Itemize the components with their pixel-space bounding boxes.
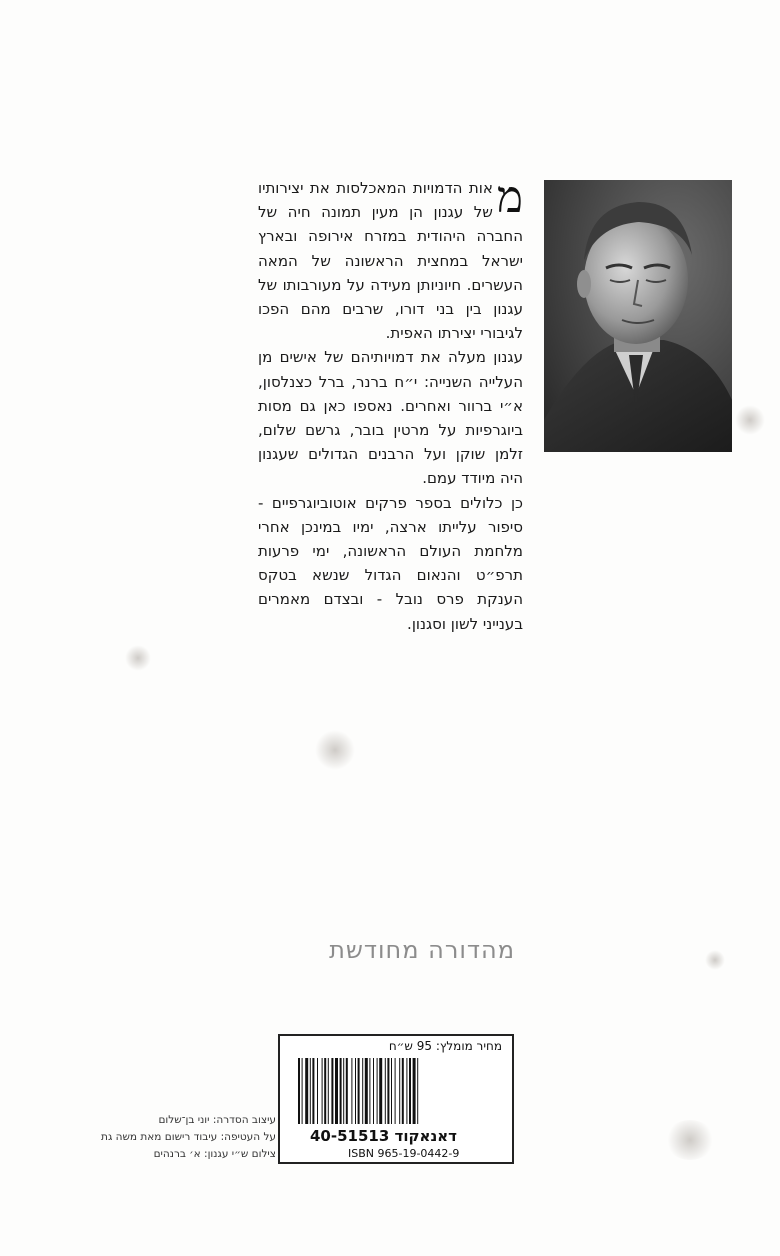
blurb-paragraph-1-text: אות הדמויות המאכלסות את יצירותיו של עגנון הן מעין תמונה חיה של החברה היהודית במזרח אירופה ובארץ ישראל במחצית הראשונה של המאה העשרים. חיוניותן מעידה על מעורבותו של עגנון בין בני דורו, שרבים מהם הפכו לגיבורי יצירתו האפית. bbox=[258, 179, 523, 343]
barcode-bar bbox=[305, 1058, 308, 1124]
drop-cap: מ bbox=[496, 172, 523, 223]
barcode-bar bbox=[387, 1058, 389, 1124]
barcode-bar bbox=[346, 1058, 348, 1124]
paper-smudge bbox=[735, 405, 765, 435]
barcode-bar bbox=[343, 1058, 344, 1124]
blurb-text bbox=[258, 172, 523, 636]
barcode-bar bbox=[373, 1058, 374, 1124]
barcode-bar bbox=[399, 1058, 400, 1124]
barcode-bar bbox=[362, 1058, 363, 1124]
danacode: 40-51513 דאנאקוד bbox=[310, 1127, 457, 1145]
credit-cover-art: על העטיפה: עיבוד רישום מאת משה גת bbox=[101, 1131, 276, 1143]
barcode-bar bbox=[310, 1058, 311, 1124]
barcode-bar bbox=[302, 1058, 303, 1124]
barcode-bar bbox=[417, 1058, 418, 1124]
barcode-bar bbox=[340, 1058, 342, 1124]
barcode-bar bbox=[335, 1058, 338, 1124]
barcode-bar bbox=[395, 1058, 396, 1124]
paper-smudge bbox=[315, 730, 355, 770]
credits bbox=[90, 1112, 276, 1163]
credit-photo: צילום ש״י עגנון: א׳ ברנהים bbox=[153, 1148, 276, 1160]
blurb-paragraph-1 bbox=[258, 172, 523, 345]
barcode-bar bbox=[322, 1058, 323, 1124]
barcode-bar bbox=[331, 1058, 333, 1124]
barcode-bar bbox=[379, 1058, 382, 1124]
blurb-paragraph-2: עגנון מעלה את דמויותיהם של אישים מן העלייה השנייה: י״ח ברנר, ברל כצנלסון, א״י ברוור ואחרים. נאספו כאן גם מסות ביוגרפיות על מרטין בובר, גרשם שלום, זלמן שוקן ועל הרבנים הגדולים שעגנון היה מיודד עמם. bbox=[258, 348, 523, 488]
author-portrait bbox=[544, 180, 732, 452]
barcode-bar bbox=[324, 1058, 326, 1124]
barcode-bar bbox=[358, 1058, 360, 1124]
barcode-bar bbox=[312, 1058, 314, 1124]
isbn: ISBN 965-19-0442-9 bbox=[348, 1147, 460, 1160]
barcode-bar bbox=[365, 1058, 368, 1124]
barcode-bar bbox=[328, 1058, 329, 1124]
barcode-bars bbox=[298, 1058, 498, 1126]
paper-smudge bbox=[705, 950, 725, 970]
portrait-image bbox=[544, 180, 732, 452]
barcode-bar bbox=[413, 1058, 416, 1124]
credit-series-design: עיצוב הסדרה: יוני בן־שלום bbox=[158, 1114, 276, 1126]
blurb-paragraph-3: כן כלולים בספר פרקים אוטוביוגרפיים - סיפור עלייתו ארצה, ימיו במינכן אחרי מלחמת העולם הראשונה, ימי פרעות תרפ״ט והנאום הגדול שנשא בטקס הענקת פרס נובל - ובצדם מאמרים בענייני לשון וסגנון. bbox=[258, 493, 523, 633]
barcode-bar bbox=[402, 1058, 404, 1124]
barcode-bar bbox=[355, 1058, 356, 1124]
barcode-bar bbox=[369, 1058, 370, 1124]
barcode-bar bbox=[391, 1058, 392, 1124]
barcode-bar bbox=[298, 1058, 300, 1124]
barcode-bar bbox=[406, 1058, 407, 1124]
paper-smudge bbox=[125, 645, 151, 671]
edition-label: מהדורה מחודשת bbox=[329, 936, 515, 964]
barcode-bar bbox=[385, 1058, 386, 1124]
paper-smudge bbox=[665, 1120, 715, 1160]
barcode-bar bbox=[377, 1058, 378, 1124]
barcode-bar bbox=[351, 1058, 352, 1124]
barcode-bar bbox=[409, 1058, 411, 1124]
recommended-price: מחיר מומלץ: 95 ש״ח bbox=[388, 1039, 502, 1053]
barcode-bar bbox=[317, 1058, 318, 1124]
barcode-box bbox=[278, 1034, 514, 1164]
